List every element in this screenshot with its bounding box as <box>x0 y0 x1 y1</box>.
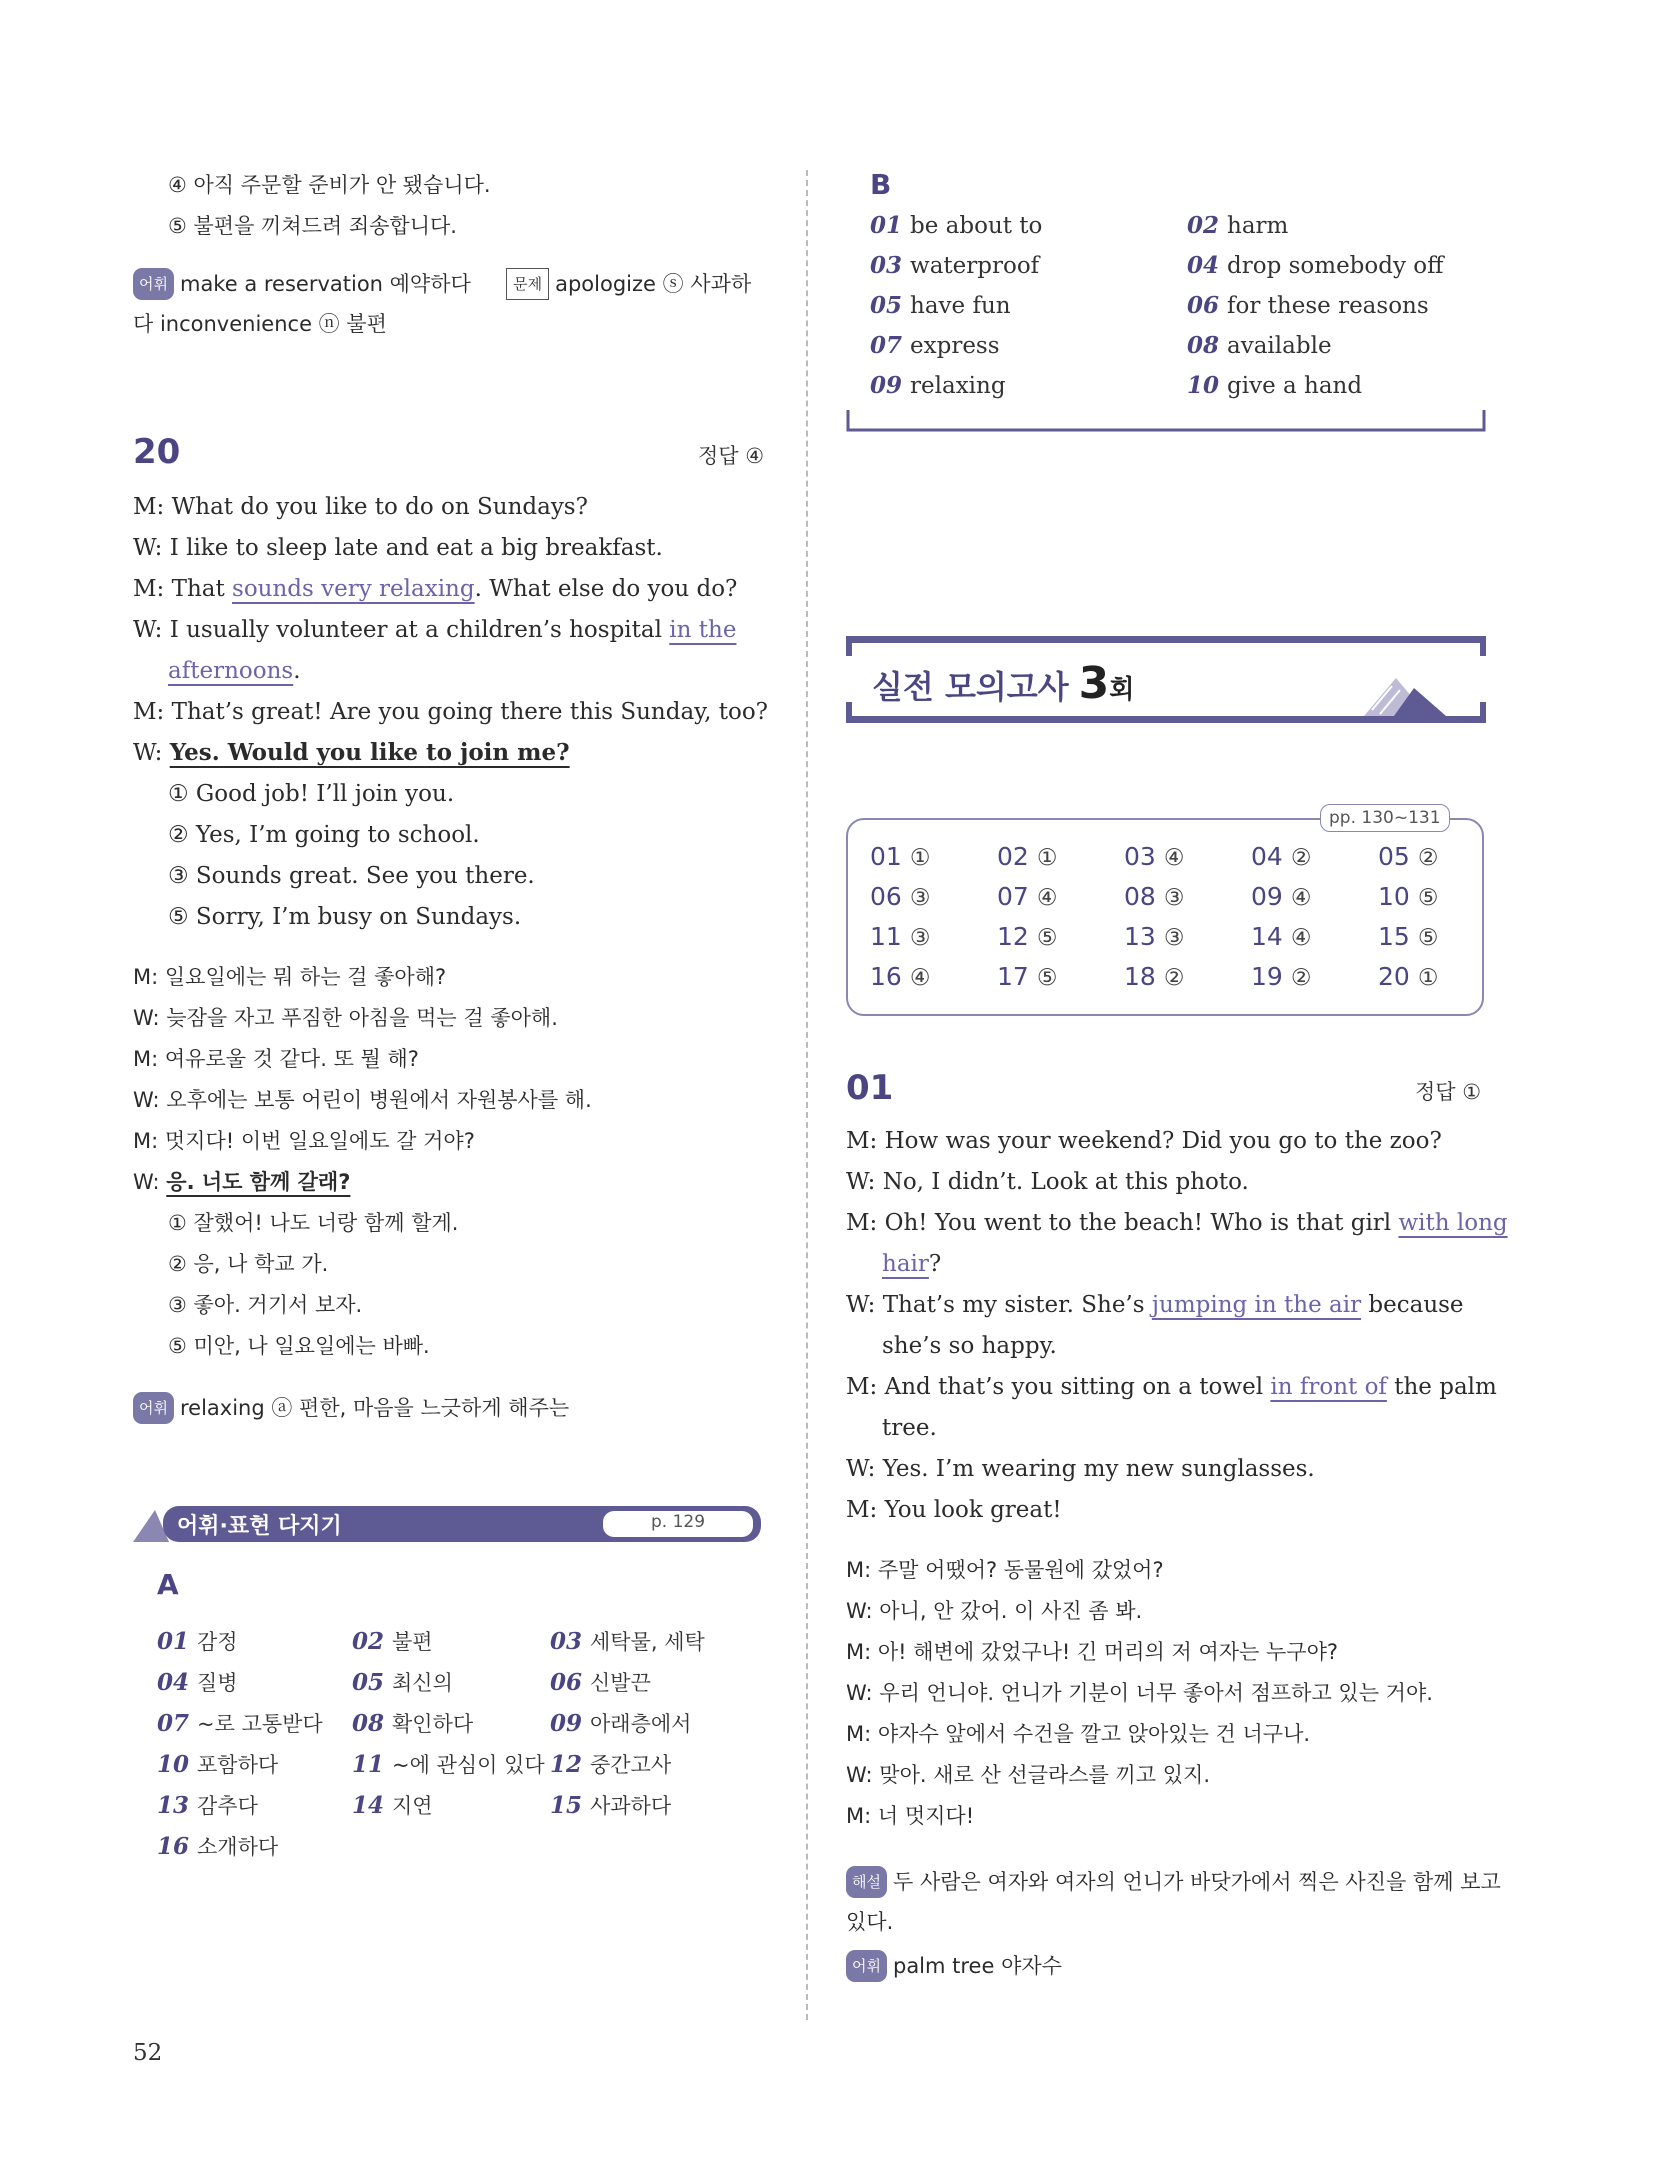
drill-item-number: 06 <box>550 1669 583 1696</box>
blank-answer: afternoons <box>168 658 294 684</box>
answer-key-number: 17 <box>997 962 1029 991</box>
answer-key-item <box>1378 842 1438 871</box>
answer-key-number: 09 <box>1251 882 1283 911</box>
answer-key-choice: ③ <box>1163 925 1185 951</box>
drill-item <box>157 1708 323 1738</box>
drill-item <box>352 1708 473 1738</box>
answer-key-item <box>997 962 1057 991</box>
section-b-item-number: 02 <box>1187 212 1220 239</box>
answer-key-number: 04 <box>1251 842 1283 871</box>
dialogue-line: M: What do you like to do on Sundays? <box>133 494 588 520</box>
drill-item-text: 감정 <box>197 1630 238 1654</box>
answer-key-item <box>870 962 930 991</box>
page-number: 52 <box>133 2040 163 2066</box>
drill-item <box>352 1626 433 1656</box>
section-b-item <box>870 212 1042 239</box>
section-b-item <box>1187 252 1443 279</box>
answer-key-choice: ③ <box>909 885 931 911</box>
dialogue-line: M: And that’s you sitting on a towel in front of the palm <box>846 1374 1497 1400</box>
drill-item-text: 신발끈 <box>590 1671 651 1695</box>
drill-item-text: 불편 <box>392 1630 433 1654</box>
drill-item-text: 질병 <box>197 1671 238 1695</box>
vocab-note-3 <box>846 1950 1062 1982</box>
translation-line: M: 일요일에는 뭐 하는 걸 좋아해? <box>133 965 447 989</box>
drill-item-text: ~로 고통받다 <box>197 1712 323 1736</box>
dialogue-line: M: Oh! You went to the beach! Who is that girl with long <box>846 1210 1508 1236</box>
dialogue-line: M: That sounds very relaxing. What else do you do? <box>133 576 738 602</box>
blank-answer: with long <box>1398 1210 1508 1236</box>
drill-item-text: 세탁물, 세탁 <box>590 1630 705 1654</box>
dialogue-line: W: No, I didn’t. Look at this photo. <box>846 1169 1249 1195</box>
section-b-item <box>870 372 1006 399</box>
dialogue-line: hair? <box>882 1251 942 1277</box>
answer-key-item <box>1124 962 1184 991</box>
drill-item-text: 최신의 <box>392 1671 453 1695</box>
translation-line: W: 늦잠을 자고 푸짐한 아침을 먹는 걸 좋아해. <box>133 1006 558 1030</box>
question-number: 01 <box>846 1068 894 1108</box>
answer-key-choice: ② <box>1163 965 1185 991</box>
section-b-item-text: have fun <box>910 293 1011 319</box>
answer-key-number: 16 <box>870 962 902 991</box>
vocab-note-1 <box>133 268 751 300</box>
question-number: 20 <box>133 432 181 472</box>
drill-item-number: 02 <box>352 1628 385 1655</box>
dialogue-line: W: That’s my sister. She’s jumping in the air because <box>846 1292 1464 1318</box>
translation-line: M: 여유로울 것 같다. 또 뭘 해? <box>133 1047 419 1071</box>
section-b-item <box>1187 332 1332 359</box>
section-b-item <box>870 292 1011 319</box>
section-b-item-number: 10 <box>1187 372 1220 399</box>
drill-item-text: 소개하다 <box>197 1835 279 1859</box>
vocab-text: relaxing ⓐ 편한, 마음을 느긋하게 해주는 <box>179 1396 570 1420</box>
dialogue-line: W: Yes. Would you like to join me? <box>133 739 570 766</box>
answer-key-choice: ① <box>1417 965 1439 991</box>
section-b-item <box>870 332 1000 359</box>
question-prompt: Yes. Would you like to join me? <box>169 739 570 766</box>
question-prompt-korean: 응. 너도 함께 갈래? <box>166 1170 351 1194</box>
choice-4-korean: ④ 아직 주문할 준비가 안 됐습니다. <box>168 173 491 197</box>
drill-item <box>550 1749 671 1779</box>
section-b-item-number: 04 <box>1187 252 1220 279</box>
section-b-item-number: 09 <box>870 372 903 399</box>
answer-key-item <box>997 842 1057 871</box>
drill-item-number: 09 <box>550 1710 583 1737</box>
answer-key-item <box>870 842 930 871</box>
option: ② Yes, I’m going to school. <box>168 822 480 848</box>
dialogue-line: M: You look great! <box>846 1497 1062 1523</box>
drill-item-number: 13 <box>157 1792 190 1819</box>
answer-key-choice: ① <box>909 845 931 871</box>
answer-key-item <box>1378 882 1438 911</box>
drill-item-number: 14 <box>352 1792 385 1819</box>
answer-key-number: 02 <box>997 842 1029 871</box>
test-title: 실전 모의고사 3회 <box>872 658 1135 709</box>
answer-key-number: 20 <box>1378 962 1410 991</box>
drill-item <box>157 1749 278 1779</box>
translation-line: M: 야자수 앞에서 수건을 깔고 앉아있는 건 너구나. <box>846 1722 1311 1746</box>
answer-pages: pp. 130~131 <box>1320 804 1450 832</box>
section-b-item-number: 03 <box>870 252 903 279</box>
drill-item-number: 04 <box>157 1669 190 1696</box>
answer-key-choice: ⑤ <box>1036 925 1058 951</box>
answer-key-item <box>1124 882 1184 911</box>
section-b-item-number: 05 <box>870 292 903 319</box>
answer-key-choice: ④ <box>909 965 931 991</box>
drill-item-text: 중간고사 <box>590 1753 672 1777</box>
drill-item-number: 01 <box>157 1628 190 1655</box>
translation-line: W: 우리 언니야. 언니가 기분이 너무 좋아서 점프하고 있는 거야. <box>846 1681 1433 1705</box>
blank-answer: in front of <box>1270 1374 1387 1400</box>
section-b-item-number: 08 <box>1187 332 1220 359</box>
translation-option: ⑤ 미안, 나 일요일에는 바빠. <box>168 1334 430 1358</box>
option: ① Good job! I’ll join you. <box>168 781 455 807</box>
answer-key-number: 19 <box>1251 962 1283 991</box>
drill-item <box>352 1790 433 1820</box>
drill-item <box>550 1626 705 1656</box>
answer-key-number: 13 <box>1124 922 1156 951</box>
answer-label: 정답 ④ <box>698 444 765 468</box>
vocab-tag: 어휘 <box>133 1392 174 1424</box>
drill-item <box>352 1749 545 1779</box>
answer-key-choice: ③ <box>1163 885 1185 911</box>
answer-key-choice: ② <box>1290 845 1312 871</box>
answer-key-number: 01 <box>870 842 902 871</box>
section-a-label: A <box>157 1568 179 1601</box>
section-b-item-text: express <box>910 333 1000 359</box>
drill-item <box>550 1708 691 1738</box>
answer-key-item <box>997 922 1057 951</box>
section-b-item-text: harm <box>1227 213 1289 239</box>
answer-key-choice: ② <box>1417 845 1439 871</box>
drill-item <box>550 1667 651 1697</box>
section-b-label: B <box>870 168 892 201</box>
drill-item <box>157 1790 258 1820</box>
section-b-item <box>1187 212 1288 239</box>
translation-line: M: 멋지다! 이번 일요일에도 갈 거야? <box>133 1129 475 1153</box>
drill-item <box>157 1667 238 1697</box>
drill-item-text: 지연 <box>392 1794 433 1818</box>
section-b-item-text: for these reasons <box>1227 293 1429 319</box>
answer-key-item <box>1124 842 1184 871</box>
answer-key-choice: ④ <box>1290 925 1312 951</box>
translation-line: M: 너 멋지다! <box>846 1804 975 1828</box>
section-b-item-text: be about to <box>910 213 1043 239</box>
vocab-text: make a reservation 예약하다 <box>179 272 471 296</box>
drill-item-number: 11 <box>352 1751 385 1778</box>
drill-item-number: 07 <box>157 1710 190 1737</box>
drill-item-number: 05 <box>352 1669 385 1696</box>
translation-option: ② 응, 나 학교 가. <box>168 1252 329 1276</box>
vocab-note-2 <box>133 1392 569 1424</box>
test-number: 3 <box>1078 658 1110 709</box>
section-b-item-number: 01 <box>870 212 903 239</box>
drill-item-number: 16 <box>157 1833 190 1860</box>
answer-key-number: 11 <box>870 922 902 951</box>
blank-answer: hair <box>882 1251 929 1277</box>
section-b-item-text: drop somebody off <box>1227 253 1444 279</box>
answer-key-item <box>1251 842 1311 871</box>
dialogue-line: W: Yes. I’m wearing my new sunglasses. <box>846 1456 1315 1482</box>
drill-title: 어휘·표현 다지기 <box>177 1514 342 1539</box>
drill-item <box>550 1790 671 1820</box>
answer-key-number: 03 <box>1124 842 1156 871</box>
explanation: 해설 두 사람은 여자와 여자의 언니가 바닷가에서 찍은 사진을 함께 보고 <box>846 1866 1501 1898</box>
section-b-item-number: 07 <box>870 332 903 359</box>
drill-item <box>157 1831 278 1861</box>
translation-line: W: 응. 너도 함께 갈래? <box>133 1170 351 1194</box>
translation-line: W: 아니, 안 갔어. 이 사진 좀 봐. <box>846 1599 1143 1623</box>
vocab-text: palm tree 야자수 <box>892 1954 1062 1978</box>
translation-line: M: 주말 어땠어? 동물원에 갔었어? <box>846 1558 1164 1582</box>
drill-item-text: 아래층에서 <box>590 1712 692 1736</box>
vocab-tag: 어휘 <box>846 1950 887 1982</box>
blank-answer: in the <box>669 617 737 643</box>
drill-item-number: 10 <box>157 1751 190 1778</box>
dialogue-line: M: That’s great! Are you going there this Sunday, too? <box>133 699 769 725</box>
drill-item-text: 사과하다 <box>590 1794 672 1818</box>
answer-key-number: 05 <box>1378 842 1410 871</box>
section-b-item-text: give a hand <box>1227 373 1363 399</box>
answer-key-choice: ④ <box>1290 885 1312 911</box>
drill-item-text: 감추다 <box>197 1794 258 1818</box>
column-divider <box>806 170 808 2020</box>
dialogue-line: W: I like to sleep late and eat a big breakfast. <box>133 535 663 561</box>
answer-key-number: 18 <box>1124 962 1156 991</box>
drill-item-text: 확인하다 <box>392 1712 474 1736</box>
answer-key-item <box>1251 882 1311 911</box>
answer-key-item <box>997 882 1057 911</box>
answer-key-number: 12 <box>997 922 1029 951</box>
choice-5-korean: ⑤ 불편을 끼쳐드려 죄송합니다. <box>168 214 457 238</box>
answer-key-choice: ⑤ <box>1036 965 1058 991</box>
answer-key-choice: ⑤ <box>1417 885 1439 911</box>
drill-item-number: 15 <box>550 1792 583 1819</box>
dialogue-line: W: I usually volunteer at a children’s hospital in the <box>133 617 737 643</box>
drill-item-number: 12 <box>550 1751 583 1778</box>
problem-tag: 문제 <box>506 268 549 300</box>
answer-key-choice: ① <box>1036 845 1058 871</box>
section-b-item <box>1187 292 1429 319</box>
drill-item-text: ~에 관심이 있다 <box>392 1753 545 1777</box>
answer-key-number: 10 <box>1378 882 1410 911</box>
vocab-drill-banner <box>133 1506 761 1542</box>
translation-option: ① 잘했어! 나도 너랑 함께 할게. <box>168 1211 459 1235</box>
section-b-item-text: waterproof <box>910 253 1040 279</box>
answer-key-number: 06 <box>870 882 902 911</box>
vocab-note-1-cont: 다 inconvenience ⓝ 불편 <box>133 312 387 336</box>
drill-item-number: 08 <box>352 1710 385 1737</box>
option: ③ Sounds great. See you there. <box>168 863 535 889</box>
option: ⑤ Sorry, I’m busy on Sundays. <box>168 904 522 930</box>
section-b-item-text: available <box>1227 333 1332 359</box>
drill-item <box>352 1667 453 1697</box>
answer-key-item <box>870 922 930 951</box>
section-b-bracket <box>846 408 1486 432</box>
answer-key-choice: ② <box>1290 965 1312 991</box>
translation-line: W: 오후에는 보통 어린이 병원에서 자원봉사를 해. <box>133 1088 592 1112</box>
answer-key-choice: ③ <box>909 925 931 951</box>
drill-page: p. 129 <box>650 1512 706 1532</box>
answer-key-choice: ⑤ <box>1417 925 1439 951</box>
answer-key-item <box>1251 922 1311 951</box>
drill-item-text: 포함하다 <box>197 1753 279 1777</box>
dialogue-line: afternoons. <box>168 658 301 684</box>
blank-answer: sounds very relaxing <box>232 576 475 602</box>
translation-option: ③ 좋아. 거기서 보자. <box>168 1293 363 1317</box>
dialogue-line: tree. <box>882 1415 937 1441</box>
answer-key-item <box>1378 962 1438 991</box>
answer-label: 정답 ① <box>1415 1080 1482 1104</box>
section-b-item <box>1187 372 1362 399</box>
answer-key-choice: ④ <box>1036 885 1058 911</box>
section-b-item-text: relaxing <box>910 373 1006 399</box>
dialogue-line: she’s so happy. <box>882 1333 1057 1359</box>
answer-key-choice: ④ <box>1163 845 1185 871</box>
answer-key-number: 07 <box>997 882 1029 911</box>
section-b-item <box>870 252 1039 279</box>
translation-line: W: 맞아. 새로 산 선글라스를 끼고 있지. <box>846 1763 1211 1787</box>
drill-item <box>157 1626 238 1656</box>
answer-key-number: 08 <box>1124 882 1156 911</box>
drill-item-number: 03 <box>550 1628 583 1655</box>
answer-key-item <box>1124 922 1184 951</box>
dialogue-line: M: How was your weekend? Did you go to the zoo? <box>846 1128 1442 1154</box>
practice-test-header <box>846 636 1486 728</box>
vocab-tag: 어휘 <box>133 268 174 300</box>
section-b-item-number: 06 <box>1187 292 1220 319</box>
explanation-cont: 있다. <box>846 1910 894 1934</box>
answer-key-item <box>1251 962 1311 991</box>
explanation-tag: 해설 <box>846 1866 887 1898</box>
answer-key-item <box>1378 922 1438 951</box>
answer-key-item <box>870 882 930 911</box>
blank-answer: jumping in the air <box>1151 1292 1362 1318</box>
answer-key-number: 15 <box>1378 922 1410 951</box>
answer-key-number: 14 <box>1251 922 1283 951</box>
vocab-text: apologize ⓢ 사과하 <box>555 272 752 296</box>
translation-line: M: 아! 해변에 갔었구나! 긴 머리의 저 여자는 누구야? <box>846 1640 1339 1664</box>
